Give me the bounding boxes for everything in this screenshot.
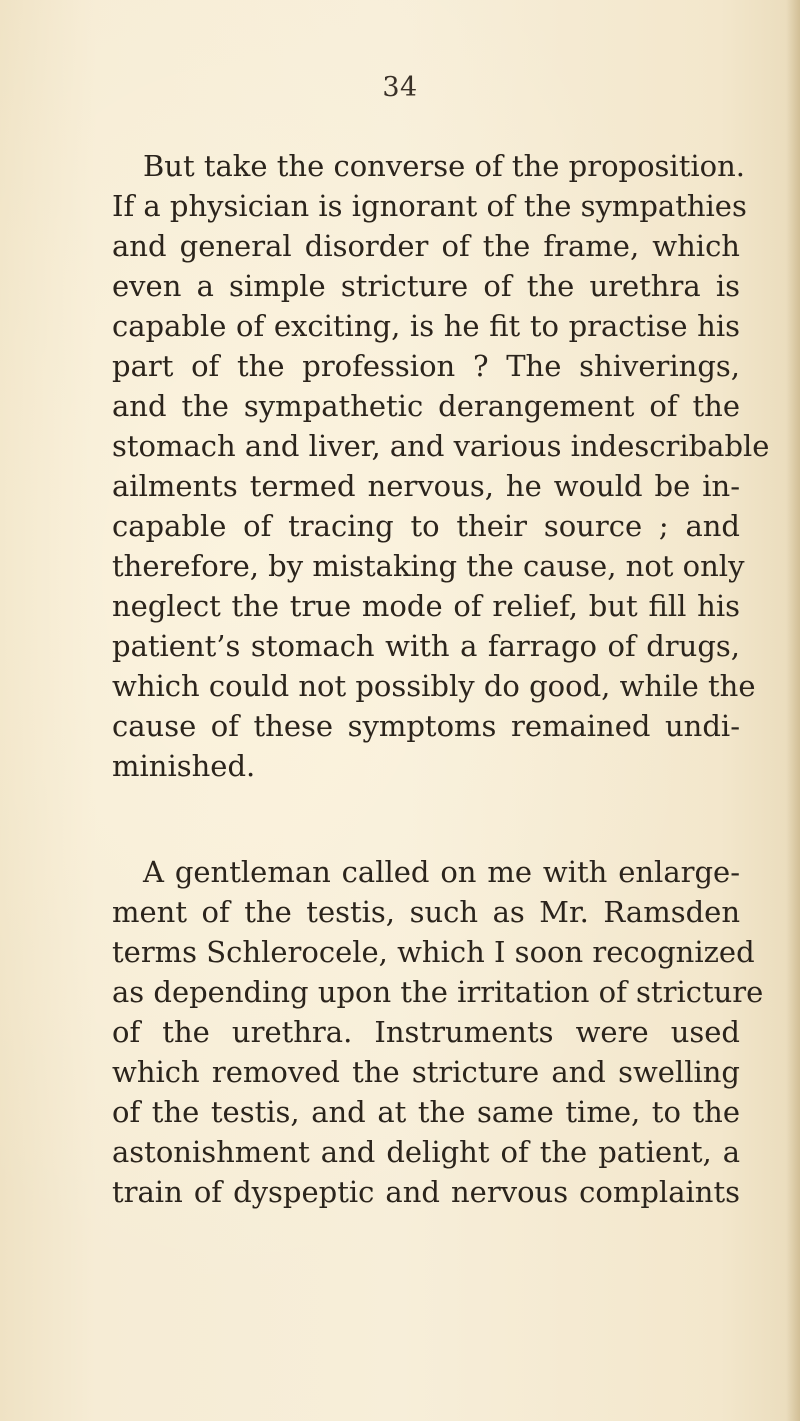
text-line: as depending upon the irritation of stricture (112, 975, 764, 1009)
text-line: capable of tracing to their source ; and (112, 509, 740, 543)
text-line: which could not possibly do good, while the (112, 669, 756, 703)
text-line: terms Schlerocele, which I soon recognized (112, 935, 755, 969)
text-line: neglect the true mode of relief, but fill his (112, 589, 740, 623)
text-line: A gentleman called on me with enlarge- (143, 855, 740, 889)
text-line: astonishment and delight of the patient, a (112, 1135, 740, 1169)
text-line: cause of these symptoms remained undi- (112, 709, 740, 743)
text-line: But take the converse of the proposition. (143, 149, 745, 183)
text-line: and the sympathetic derangement of the (112, 389, 740, 423)
text-line: stomach and liver, and various indescribable (112, 429, 770, 463)
text-line: ment of the testis, such as Mr. Ramsden (112, 895, 740, 929)
page-edge-shadow (786, 0, 800, 1421)
text-line: train of dyspeptic and nervous complaints (112, 1175, 740, 1209)
text-line: part of the profession ? The shiverings, (112, 349, 740, 383)
text-line: of the testis, and at the same time, to the (112, 1095, 740, 1129)
text-line: and general disorder of the frame, which (112, 229, 740, 263)
text-line: which removed the stricture and swelling (112, 1055, 740, 1089)
text-line: capable of exciting, is he fit to practise his (112, 309, 740, 343)
text-line: ailments termed nervous, he would be in- (112, 469, 740, 503)
text-line: If a physician is ignorant of the sympathies (112, 189, 747, 223)
text-line: therefore, by mistaking the cause, not only (112, 549, 745, 583)
text-line: minished. (112, 749, 256, 783)
text-line: of the urethra. Instruments were used (112, 1015, 740, 1049)
text-line: even a simple stricture of the urethra is (112, 269, 740, 303)
text-line: patient’s stomach with a farrago of drugs, (112, 629, 740, 663)
page-number: 34 (382, 72, 418, 103)
